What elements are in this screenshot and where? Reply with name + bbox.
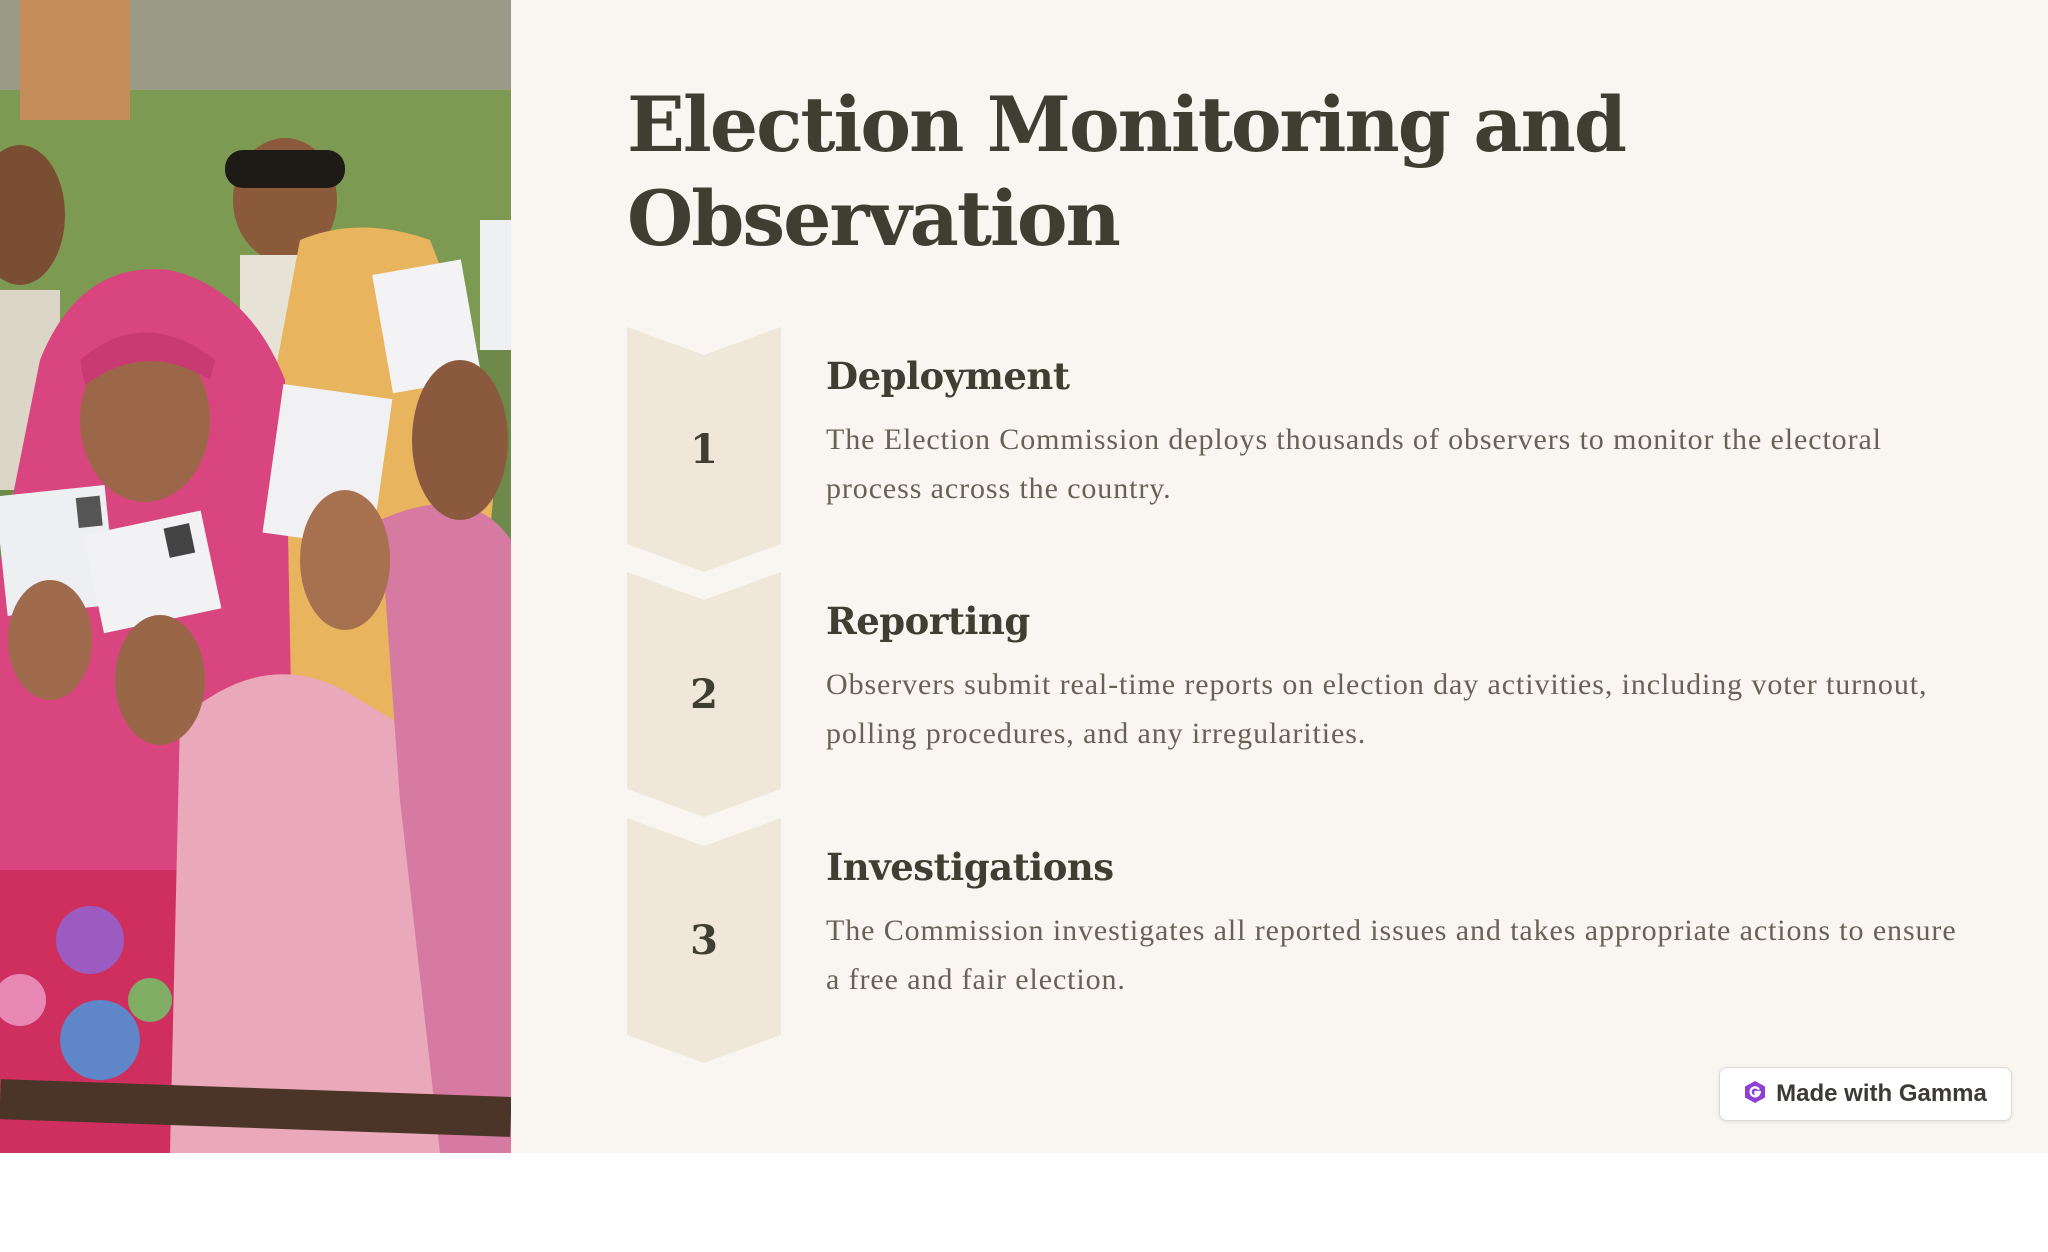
- step-title: Investigations: [826, 845, 1114, 889]
- step-description: The Commission investigates all reported issues and takes appropriate actions to ensure a free and fair election.: [826, 914, 1957, 996]
- made-with-gamma-badge[interactable]: [1719, 1067, 2012, 1121]
- step-investigations: [627, 818, 2007, 1063]
- step-deployment: [627, 327, 2007, 572]
- voters-photo: [0, 0, 511, 1153]
- badge-label: Made with Gamma: [1776, 1080, 1987, 1107]
- step-number: 1: [690, 426, 718, 473]
- step-number: 2: [690, 671, 718, 718]
- step-description: Observers submit real-time reports on election day activities, including voter turnout, polling procedures, and any irregularities.: [826, 668, 1928, 750]
- step-title: Reporting: [826, 599, 1030, 643]
- step-title: Deployment: [826, 354, 1070, 398]
- step-description: The Election Commission deploys thousands of observers to monitor the electoral process across the country.: [826, 423, 1882, 505]
- slide-title: Election Monitoring and Observation: [627, 80, 1625, 263]
- step-number: 3: [690, 917, 718, 964]
- gamma-logo-icon: [1744, 1080, 1766, 1109]
- step-reporting: [627, 572, 2007, 817]
